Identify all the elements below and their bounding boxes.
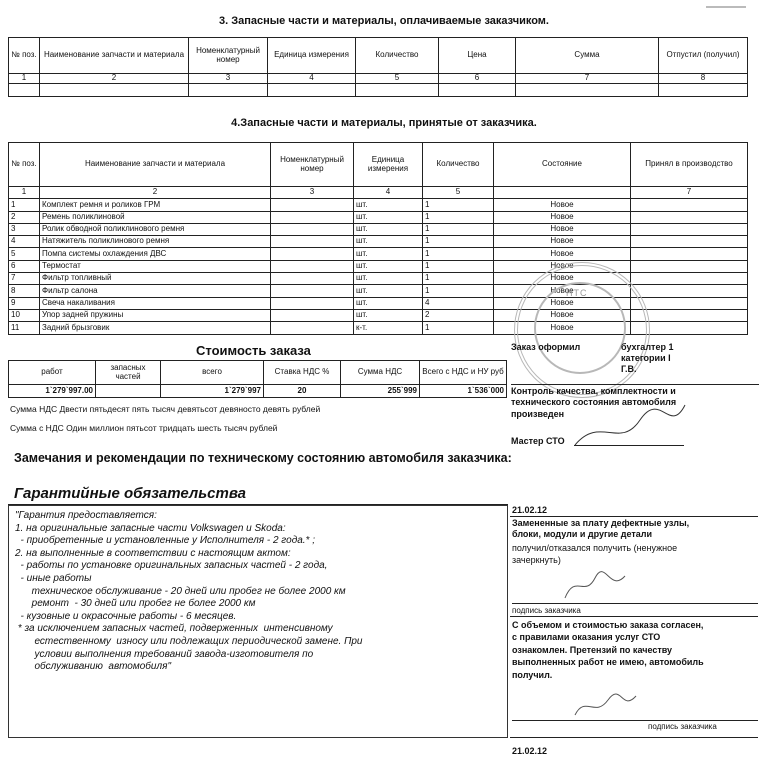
cost-col-vat-rate: Ставка НДС % — [264, 361, 341, 385]
col-nomenclature: Номенклатурный номер — [189, 38, 268, 74]
row-state: Новое — [494, 211, 631, 223]
row-qty: 1 — [423, 285, 494, 297]
warranty-line: естественному износу или подлежащих периодической замене. При — [15, 635, 363, 647]
row-accepted — [631, 248, 748, 260]
quality-control-line2: технического состояния автомобиля — [511, 397, 677, 407]
col-name: Наименование запчасти и материала — [40, 143, 271, 187]
row-pos: 5 — [9, 248, 40, 260]
col-number: 4 — [354, 187, 423, 199]
empty-cell — [189, 84, 268, 97]
row-name: Ролик обводной поликлинового ремня — [40, 223, 271, 235]
empty-cell — [40, 84, 189, 97]
row-nomenclature — [271, 273, 354, 285]
order-position-line3: Г.В. — [621, 364, 637, 374]
empty-cell — [494, 187, 631, 199]
remarks-title: Замечания и рекомендации по техническому состоянию автомобиля заказчика: — [14, 451, 512, 465]
date-bottom: 21.02.12 — [512, 746, 548, 756]
row-pos: 3 — [9, 223, 40, 235]
signature-line-1 — [512, 603, 758, 604]
row-accepted — [631, 297, 748, 309]
cost-vat-rate-value: 20 — [264, 385, 341, 398]
empty-cell — [9, 84, 40, 97]
row-name: Комплект ремня и роликов ГРМ — [40, 199, 271, 211]
col-number: 8 — [659, 74, 748, 84]
empty-cell — [439, 84, 516, 97]
row-accepted — [631, 236, 748, 248]
col-unit: Единица измерения — [354, 143, 423, 187]
replaced-parts-line4: зачеркнуть) — [512, 555, 561, 565]
row-state: Новое — [494, 248, 631, 260]
col-number: 7 — [631, 187, 748, 199]
row-unit: шт. — [354, 199, 423, 211]
row-state: Новое — [494, 309, 631, 321]
row-accepted — [631, 285, 748, 297]
cost-col-grand-total: Всего с НДС и НУ руб — [420, 361, 507, 385]
customer-signature-2 — [570, 690, 640, 720]
cost-grand-total-value: 1`536`000 — [420, 385, 507, 398]
master-label: Мастер СТО — [511, 436, 565, 446]
right-block-divider-3 — [510, 737, 758, 738]
row-qty: 2 — [423, 309, 494, 321]
order-position-line2: категории I — [621, 353, 671, 363]
row-nomenclature — [271, 260, 354, 272]
row-nomenclature — [271, 309, 354, 321]
company-stamp — [514, 262, 650, 398]
row-pos: 8 — [9, 285, 40, 297]
row-name: Фильтр топливный — [40, 273, 271, 285]
row-nomenclature — [271, 248, 354, 260]
row-qty: 1 — [423, 211, 494, 223]
row-unit: шт. — [354, 309, 423, 321]
col-number: 2 — [40, 187, 271, 199]
col-pos: № поз. — [9, 38, 40, 74]
row-accepted — [631, 273, 748, 285]
stamp-text: НТС — [566, 288, 588, 298]
row-name: Помпа системы охлаждения ДВС — [40, 248, 271, 260]
scan-mark — [706, 6, 746, 10]
table-row — [9, 248, 748, 260]
table-row — [9, 199, 748, 211]
right-block-divider-2 — [510, 616, 758, 617]
row-unit: шт. — [354, 211, 423, 223]
col-number: 3 — [189, 74, 268, 84]
cost-vat-sum-value: 255`999 — [341, 385, 420, 398]
col-unit: Единица измерения — [268, 38, 356, 74]
row-nomenclature — [271, 297, 354, 309]
replaced-parts-line2: блоки, модули и другие детали — [512, 529, 653, 539]
col-pos: № поз. — [9, 143, 40, 187]
cost-work-value: 1`279`997.00 — [9, 385, 96, 398]
cost-title: Стоимость заказа — [196, 343, 311, 358]
row-qty: 1 — [423, 236, 494, 248]
row-qty: 1 — [423, 199, 494, 211]
warranty-box — [8, 505, 508, 738]
master-signature — [570, 395, 690, 455]
row-pos: 2 — [9, 211, 40, 223]
total-in-words: Сумма с НДС Один миллион пятьсот тридцать шесть тысяч рублей — [10, 423, 278, 433]
warranty-line: "Гарантия предоставляется: — [15, 510, 157, 521]
table-row — [9, 223, 748, 235]
warranty-title: Гарантийные обязательства — [14, 485, 247, 502]
row-nomenclature — [271, 199, 354, 211]
section3-title: 3. Запасные части и материалы, оплачиваемые заказчиком. — [219, 15, 549, 27]
warranty-line: - иные работы — [15, 572, 92, 584]
col-number: 5 — [423, 187, 494, 199]
order-issued-label: Заказ оформил — [511, 342, 581, 352]
date-top: 21.02.12 — [512, 505, 548, 515]
row-nomenclature — [271, 285, 354, 297]
section3-table — [8, 37, 748, 97]
row-state: Новое — [494, 236, 631, 248]
empty-cell — [356, 84, 439, 97]
row-qty: 1 — [423, 223, 494, 235]
row-pos: 4 — [9, 236, 40, 248]
col-number: 7 — [516, 74, 659, 84]
row-name: Свеча накаливания — [40, 297, 271, 309]
col-number: 6 — [439, 74, 516, 84]
row-name: Фильтр салона — [40, 285, 271, 297]
warranty-line: условии выполнения требований завода-изготовителя по — [15, 648, 314, 660]
row-accepted — [631, 199, 748, 211]
col-sum: Сумма — [516, 38, 659, 74]
cost-col-total: всего — [161, 361, 264, 385]
warranty-line: - кузовные и окрасочные работы - 6 месяцев. — [15, 610, 237, 622]
row-state: Новое — [494, 273, 631, 285]
sign-label-2: подпись заказчика — [648, 722, 717, 731]
agreement-line5: получил. — [512, 670, 553, 680]
row-pos: 1 — [9, 199, 40, 211]
col-number: 1 — [9, 74, 40, 84]
row-accepted — [631, 260, 748, 272]
empty-cell — [268, 84, 356, 97]
col-price: Цена — [439, 38, 516, 74]
warranty-line: - приобретенные и установленные у Исполнителя - 2 года.* ; — [15, 535, 316, 547]
row-unit: шт. — [354, 297, 423, 309]
agreement-line1: С объемом и стоимостью заказа согласен, — [512, 620, 704, 630]
quality-control-line1: Контроль качества, комплектности и — [511, 386, 676, 396]
col-number: 5 — [356, 74, 439, 84]
row-nomenclature — [271, 211, 354, 223]
row-accepted — [631, 223, 748, 235]
agreement-line2: с правилами оказания услуг СТО — [512, 632, 661, 642]
row-unit: шт. — [354, 223, 423, 235]
col-state: Состояние — [494, 143, 631, 187]
warranty-line: техническое обслуживание - 20 дней или пробег не более 2000 км — [15, 585, 346, 597]
cost-total-value: 1`279`997 — [161, 385, 264, 398]
signature-line-2 — [512, 720, 758, 721]
warranty-line: ремонт - 30 дней или пробег не более 2000 км — [15, 598, 256, 610]
row-name: Ремень поликлиновой — [40, 211, 271, 223]
col-number: 1 — [9, 187, 40, 199]
row-name: Задний брызговик — [40, 322, 271, 334]
col-name: Наименование запчасти и материала — [40, 38, 189, 74]
right-block-divider — [510, 516, 758, 517]
empty-cell — [516, 84, 659, 97]
order-issued-underline — [511, 384, 759, 385]
row-name: Термостат — [40, 260, 271, 272]
row-name: Натяжитель поликлинового ремня — [40, 236, 271, 248]
warranty-line: 2. на выполненные в соответствии с настоящим актом: — [15, 547, 291, 559]
order-position-line1: бухгалтер 1 — [621, 342, 674, 352]
col-qty: Количество — [423, 143, 494, 187]
cost-parts-value — [96, 385, 161, 398]
row-state: Новое — [494, 322, 631, 334]
row-pos: 9 — [9, 297, 40, 309]
row-nomenclature — [271, 322, 354, 334]
warranty-line: - работы по установке оригинальных запасных частей - 2 года, — [15, 560, 328, 572]
row-unit: шт. — [354, 285, 423, 297]
row-qty: 4 — [423, 297, 494, 309]
row-qty: 1 — [423, 260, 494, 272]
row-qty: 1 — [423, 322, 494, 334]
col-number: 4 — [268, 74, 356, 84]
col-number: 3 — [271, 187, 354, 199]
row-state: Новое — [494, 223, 631, 235]
row-pos: 10 — [9, 309, 40, 321]
agreement-line4: выполненных работ не имею, автомобиль — [512, 657, 704, 667]
row-state: Новое — [494, 199, 631, 211]
col-number: 2 — [40, 74, 189, 84]
table-row — [9, 211, 748, 223]
row-nomenclature — [271, 236, 354, 248]
col-accepted: Принял в производство — [631, 143, 748, 187]
row-unit: шт. — [354, 273, 423, 285]
col-nomenclature: Номенклатурный номер — [271, 143, 354, 187]
table-row — [9, 236, 748, 248]
row-qty: 1 — [423, 273, 494, 285]
sign-label-1: подпись заказчика — [512, 606, 581, 615]
warranty-line: * за исключением запасных частей, подверженных интенсивному — [15, 623, 333, 635]
quality-control-line3: произведен — [511, 409, 565, 419]
cost-table — [8, 360, 507, 398]
section4-title: 4.Запасные части и материалы, принятые от заказчика. — [231, 117, 537, 129]
empty-cell — [659, 84, 748, 97]
cost-col-work: работ — [9, 361, 96, 385]
vat-in-words: Сумма НДС Двести пятьдесят пять тысяч девятьсот девяносто девять рублей — [10, 404, 321, 414]
cost-col-vat-sum: Сумма НДС — [341, 361, 420, 385]
cost-col-parts: запасных частей — [96, 361, 161, 385]
agreement-line3: ознакомлен. Претензий по качеству — [512, 645, 673, 655]
col-qty: Количество — [356, 38, 439, 74]
customer-signature-1 — [560, 568, 630, 603]
row-unit: к-т. — [354, 322, 423, 334]
warranty-line: 1. на оригинальные запасные части Volkswagen и Skoda: — [15, 522, 286, 534]
replaced-parts-line3: получил/отказался получить (ненужное — [512, 543, 678, 553]
row-unit: шт. — [354, 236, 423, 248]
row-state: Новое — [494, 297, 631, 309]
col-released: Отпустил (получил) — [659, 38, 748, 74]
row-unit: шт. — [354, 260, 423, 272]
row-unit: шт. — [354, 248, 423, 260]
row-pos: 11 — [9, 322, 40, 334]
row-pos: 7 — [9, 273, 40, 285]
row-accepted — [631, 211, 748, 223]
table-row — [9, 273, 748, 285]
row-state: Новое — [494, 285, 631, 297]
row-qty: 1 — [423, 248, 494, 260]
row-name: Упор задней пружины — [40, 309, 271, 321]
row-pos: 6 — [9, 260, 40, 272]
replaced-parts-line1: Замененные за плату дефектные узлы, — [512, 518, 690, 528]
table-row — [9, 260, 748, 272]
warranty-line: обслуживанию автомобиля" — [15, 661, 172, 673]
row-nomenclature — [271, 223, 354, 235]
row-state: Новое — [494, 260, 631, 272]
